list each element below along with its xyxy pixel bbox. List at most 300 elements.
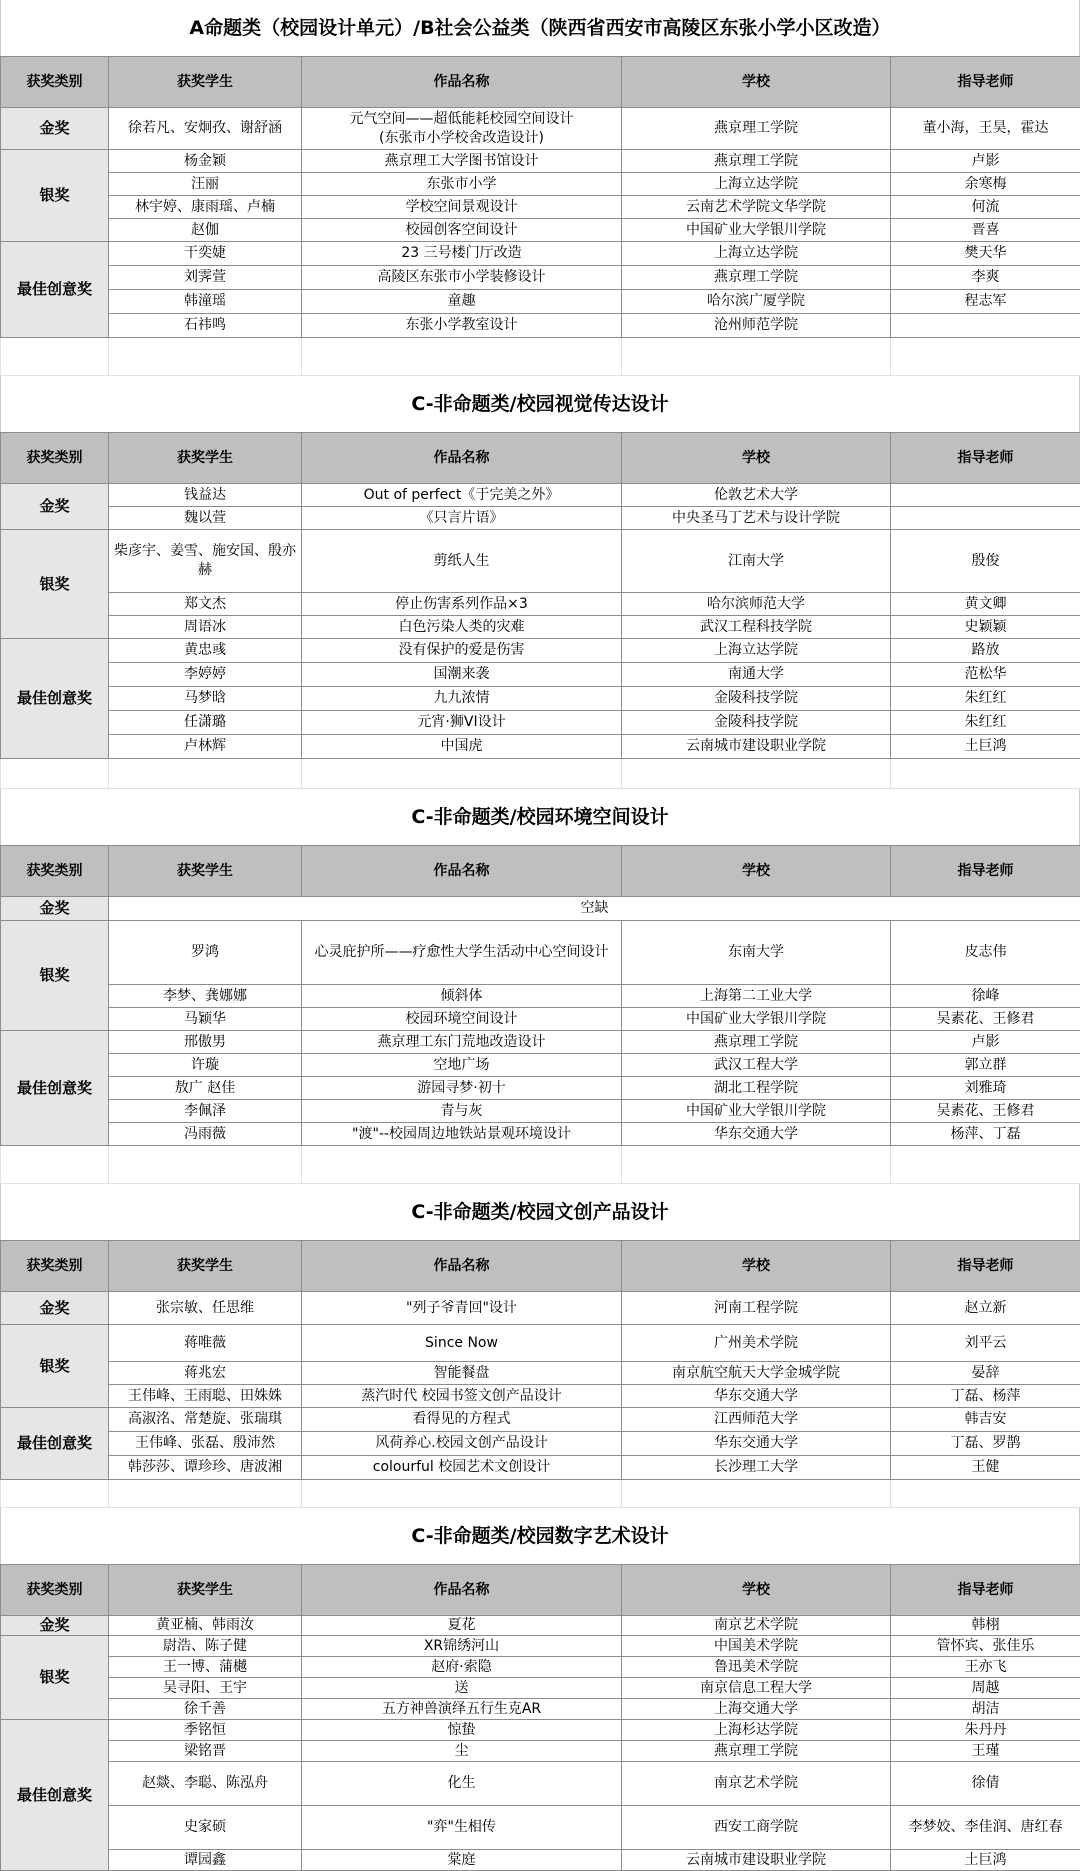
teacher-cell: 王亦飞 (891, 1657, 1080, 1678)
work-cell: 白色污染人类的灾难 (302, 616, 622, 639)
award-table (0, 1240, 1080, 1508)
section-title: C-非命题类/校园环境空间设计 (0, 789, 1080, 845)
students-cell: 冯雨薇 (109, 1123, 302, 1146)
school-cell: 燕京理工学院 (622, 1741, 891, 1762)
school-cell: 河南工程学院 (622, 1292, 891, 1325)
students-cell: 蒋兆宏 (109, 1362, 302, 1385)
school-cell: 华东交通大学 (622, 1123, 891, 1146)
table-row (1, 173, 1080, 196)
work-cell: colourful 校园艺术文创设计 (302, 1456, 622, 1480)
teacher-cell: 赵立新 (891, 1292, 1080, 1325)
students-cell: 史家硕 (109, 1806, 302, 1850)
table-row (1, 1123, 1080, 1146)
students-cell: 任潇璐 (109, 711, 302, 735)
teacher-cell: 卢影 (891, 150, 1080, 173)
table-row (1, 1806, 1080, 1850)
header-school: 学校 (622, 846, 891, 897)
teacher-cell: 刘平云 (891, 1325, 1080, 1362)
table-row (1, 1362, 1080, 1385)
blank-cell (1, 338, 109, 376)
table-row (1, 1699, 1080, 1720)
section-title: A命题类（校园设计单元）/B社会公益类（陕西省西安市高陵区东张小学小区改造） (0, 0, 1080, 56)
teacher-cell: 樊天华 (891, 242, 1080, 266)
work-cell: 棠庭 (302, 1850, 622, 1871)
table-row (1, 150, 1080, 173)
table-row (1, 1616, 1080, 1636)
students-cell: 李婷婷 (109, 663, 302, 687)
table-row (1, 1385, 1080, 1408)
award-category: 最佳创意奖 (1, 1408, 109, 1480)
teacher-cell: 土巨鸿 (891, 735, 1080, 759)
teacher-cell: 李梦姣、李佳润、唐红春 (891, 1806, 1080, 1850)
award-table (0, 845, 1080, 1184)
work-cell: 尘 (302, 1741, 622, 1762)
school-cell: 哈尔滨广厦学院 (622, 290, 891, 314)
students-cell: 郑文杰 (109, 593, 302, 616)
work-cell: 学校空间景观设计 (302, 196, 622, 219)
table-row (1, 1292, 1080, 1325)
school-cell: 南京艺术学院 (622, 1762, 891, 1806)
school-cell: 南京艺术学院 (622, 1616, 891, 1636)
header-teacher: 指导老师 (891, 57, 1080, 108)
header-school: 学校 (622, 1565, 891, 1616)
school-cell: 东南大学 (622, 921, 891, 985)
students-cell: 徐千善 (109, 1699, 302, 1720)
school-cell: 长沙理工大学 (622, 1456, 891, 1480)
teacher-cell: 程志军 (891, 290, 1080, 314)
school-cell: 上海杉达学院 (622, 1720, 891, 1741)
header-work: 作品名称 (302, 433, 622, 484)
students-cell: 卢林辉 (109, 735, 302, 759)
header-school: 学校 (622, 57, 891, 108)
students-cell: 徐若凡、安炯孜、谢舒涵 (109, 108, 302, 150)
header-teacher: 指导老师 (891, 1565, 1080, 1616)
award-table (0, 432, 1080, 789)
school-cell: 上海交通大学 (622, 1699, 891, 1720)
blank-cell (622, 759, 891, 789)
students-cell: 王一博、蒲樾 (109, 1657, 302, 1678)
students-cell: 赵燚、李聪、陈泓舟 (109, 1762, 302, 1806)
blank-cell (109, 1480, 302, 1508)
students-cell: 邢傲男 (109, 1031, 302, 1054)
header-row (1, 433, 1080, 484)
work-cell: 送 (302, 1678, 622, 1699)
table-row (1, 593, 1080, 616)
work-cell: 童趣 (302, 290, 622, 314)
header-work: 作品名称 (302, 1565, 622, 1616)
teacher-cell: 刘雅琦 (891, 1077, 1080, 1100)
table-row (1, 290, 1080, 314)
school-cell: 上海第二工业大学 (622, 985, 891, 1008)
students-cell: 林宇婷、康雨瑶、卢楠 (109, 196, 302, 219)
students-cell: 王伟峰、张磊、殷沛然 (109, 1432, 302, 1456)
teacher-cell: 余寒梅 (891, 173, 1080, 196)
work-cell: 没有保护的爱是伤害 (302, 639, 622, 663)
blank-cell (302, 1146, 622, 1184)
work-cell: 国潮来袭 (302, 663, 622, 687)
students-cell: 许璇 (109, 1054, 302, 1077)
table-row (1, 1325, 1080, 1362)
header-teacher: 指导老师 (891, 846, 1080, 897)
students-cell: 周语冰 (109, 616, 302, 639)
students-cell: 敖广 赵佳 (109, 1077, 302, 1100)
school-cell: 华东交通大学 (622, 1432, 891, 1456)
table-row (1, 1077, 1080, 1100)
header-row (1, 1565, 1080, 1616)
work-cell: 五方神兽演绎五行生克AR (302, 1699, 622, 1720)
school-cell: 燕京理工学院 (622, 1031, 891, 1054)
students-cell: 赵伽 (109, 219, 302, 242)
header-school: 学校 (622, 1241, 891, 1292)
school-cell: 云南艺术学院文华学院 (622, 196, 891, 219)
header-students: 获奖学生 (109, 846, 302, 897)
teacher-cell (891, 484, 1080, 507)
header-category: 获奖类别 (1, 1565, 109, 1616)
table-row (1, 1456, 1080, 1480)
school-cell: 沧州师范学院 (622, 314, 891, 338)
work-cell: "列子爷青回"设计 (302, 1292, 622, 1325)
header-work: 作品名称 (302, 57, 622, 108)
teacher-cell: 朱红红 (891, 711, 1080, 735)
students-cell: 杨金颖 (109, 150, 302, 173)
award-category: 金奖 (1, 1292, 109, 1325)
blank-cell (1, 1480, 109, 1508)
table-row (1, 530, 1080, 593)
teacher-cell: 董小海，王昊，霍达 (891, 108, 1080, 150)
work-cell: 停止伤害系列作品×3 (302, 593, 622, 616)
teacher-cell: 吴素花、王修君 (891, 1008, 1080, 1031)
students-cell: 马梦晗 (109, 687, 302, 711)
blank-cell (1, 759, 109, 789)
school-cell: 武汉工程大学 (622, 1054, 891, 1077)
teacher-cell: 晋喜 (891, 219, 1080, 242)
teacher-cell (891, 507, 1080, 530)
work-cell: 燕京理工大学图书馆设计 (302, 150, 622, 173)
award-category: 银奖 (1, 921, 109, 1031)
teacher-cell: 韩栩 (891, 1616, 1080, 1636)
table-row (1, 639, 1080, 663)
header-row (1, 846, 1080, 897)
school-cell: 华东交通大学 (622, 1385, 891, 1408)
table-row (1, 108, 1080, 150)
table-row (1, 921, 1080, 985)
section-title: C-非命题类/校园视觉传达设计 (0, 376, 1080, 432)
award-category: 最佳创意奖 (1, 1031, 109, 1146)
award-category: 最佳创意奖 (1, 1720, 109, 1871)
table-row (1, 1008, 1080, 1031)
school-cell: 燕京理工学院 (622, 150, 891, 173)
table-row (1, 711, 1080, 735)
blank-cell (1, 1146, 109, 1184)
teacher-cell: 杨萍、丁磊 (891, 1123, 1080, 1146)
work-cell: 空地广场 (302, 1054, 622, 1077)
teacher-cell: 李爽 (891, 266, 1080, 290)
students-cell: 李梦、龚娜娜 (109, 985, 302, 1008)
teacher-cell: 殷俊 (891, 530, 1080, 593)
header-work: 作品名称 (302, 846, 622, 897)
work-cell: "渡"--校园周边地铁站景观环境设计 (302, 1123, 622, 1146)
header-students: 获奖学生 (109, 1241, 302, 1292)
award-category: 最佳创意奖 (1, 639, 109, 759)
header-school: 学校 (622, 433, 891, 484)
students-cell: 谭园鑫 (109, 1850, 302, 1871)
work-cell: 元气空间——超低能耗校园空间设计 (东张市小学校舍改造设计) (302, 108, 622, 150)
award-category: 金奖 (1, 897, 109, 921)
blank-row (1, 338, 1080, 376)
school-cell: 南通大学 (622, 663, 891, 687)
award-category: 金奖 (1, 1616, 109, 1636)
teacher-cell: 何流 (891, 196, 1080, 219)
teacher-cell: 范松华 (891, 663, 1080, 687)
table-row (1, 616, 1080, 639)
table-row (1, 1031, 1080, 1054)
table-row (1, 1762, 1080, 1806)
award-table (0, 56, 1080, 376)
blank-cell (302, 759, 622, 789)
table-row (1, 735, 1080, 759)
teacher-cell: 胡洁 (891, 1699, 1080, 1720)
header-row (1, 57, 1080, 108)
school-cell: 中国矿业大学银川学院 (622, 219, 891, 242)
blank-cell (891, 1146, 1080, 1184)
teacher-cell: 王健 (891, 1456, 1080, 1480)
students-cell: 马颖华 (109, 1008, 302, 1031)
section-title: C-非命题类/校园数字艺术设计 (0, 1508, 1080, 1564)
students-cell: 韩潼瑶 (109, 290, 302, 314)
school-cell: 中国美术学院 (622, 1636, 891, 1657)
work-cell: 燕京理工东门荒地改造设计 (302, 1031, 622, 1054)
work-cell: 化生 (302, 1762, 622, 1806)
work-cell: 心灵庇护所——疗愈性大学生活动中心空间设计 (302, 921, 622, 985)
students-cell: 梁铭晋 (109, 1741, 302, 1762)
work-cell: 东张小学教室设计 (302, 314, 622, 338)
students-cell: 魏以萱 (109, 507, 302, 530)
blank-row (1, 1146, 1080, 1184)
table-row (1, 242, 1080, 266)
students-cell: 吴寻阳、王宇 (109, 1678, 302, 1699)
students-cell: 张宗敏、任思维 (109, 1292, 302, 1325)
table-row (1, 1720, 1080, 1741)
table-row (1, 1408, 1080, 1432)
students-cell: 石祎鸣 (109, 314, 302, 338)
table-row (1, 484, 1080, 507)
blank-cell (622, 1480, 891, 1508)
blank-cell (302, 1480, 622, 1508)
school-cell: 哈尔滨师范大学 (622, 593, 891, 616)
table-row (1, 1432, 1080, 1456)
school-cell: 燕京理工学院 (622, 108, 891, 150)
table-row (1, 687, 1080, 711)
blank-row (1, 1480, 1080, 1508)
school-cell: 伦敦艺术大学 (622, 484, 891, 507)
students-cell: 罗鸿 (109, 921, 302, 985)
table-row (1, 1636, 1080, 1657)
students-cell: 季铭恒 (109, 1720, 302, 1741)
table-row (1, 663, 1080, 687)
students-cell: 韩莎莎、谭珍珍、唐波湘 (109, 1456, 302, 1480)
work-cell: 夏花 (302, 1616, 622, 1636)
students-cell: 黄亚楠、韩雨汝 (109, 1616, 302, 1636)
work-cell: 东张市小学 (302, 173, 622, 196)
award-category: 金奖 (1, 108, 109, 150)
award-category: 银奖 (1, 150, 109, 242)
header-students: 获奖学生 (109, 433, 302, 484)
table-row (1, 1741, 1080, 1762)
header-teacher: 指导老师 (891, 1241, 1080, 1292)
teacher-cell: 徐峰 (891, 985, 1080, 1008)
school-cell: 上海立达学院 (622, 639, 891, 663)
work-cell: XR锦绣河山 (302, 1636, 622, 1657)
school-cell: 上海立达学院 (622, 173, 891, 196)
header-row (1, 1241, 1080, 1292)
students-cell: 刘霁萱 (109, 266, 302, 290)
school-cell: 江南大学 (622, 530, 891, 593)
blank-cell (109, 338, 302, 376)
section-title: C-非命题类/校园文创产品设计 (0, 1184, 1080, 1240)
students-cell: 干奕婕 (109, 242, 302, 266)
table-row (1, 897, 1080, 921)
teacher-cell: 郭立群 (891, 1054, 1080, 1077)
school-cell: 鲁迅美术学院 (622, 1657, 891, 1678)
students-cell: 蒋唯薇 (109, 1325, 302, 1362)
teacher-cell: 晏辞 (891, 1362, 1080, 1385)
table-row (1, 1657, 1080, 1678)
students-cell: 钱益达 (109, 484, 302, 507)
header-category: 获奖类别 (1, 1241, 109, 1292)
work-cell: 看得见的方程式 (302, 1408, 622, 1432)
school-cell: 广州美术学院 (622, 1325, 891, 1362)
work-cell: Out of perfect《于完美之外》 (302, 484, 622, 507)
header-students: 获奖学生 (109, 57, 302, 108)
header-teacher: 指导老师 (891, 433, 1080, 484)
work-cell: 青与灰 (302, 1100, 622, 1123)
students-cell: 汪丽 (109, 173, 302, 196)
school-cell: 南京航空航天大学金城学院 (622, 1362, 891, 1385)
school-cell: 燕京理工学院 (622, 266, 891, 290)
award-category: 银奖 (1, 1325, 109, 1408)
teacher-cell: 路放 (891, 639, 1080, 663)
blank-cell (109, 1146, 302, 1184)
teacher-cell: 黄文卿 (891, 593, 1080, 616)
school-cell: 中国矿业大学银川学院 (622, 1008, 891, 1031)
award-category: 最佳创意奖 (1, 242, 109, 338)
blank-cell (891, 759, 1080, 789)
teacher-cell: 土巨鸿 (891, 1850, 1080, 1871)
school-cell: 云南城市建设职业学院 (622, 735, 891, 759)
blank-cell (109, 759, 302, 789)
students-cell: 王伟峰、王雨聪、田姝姝 (109, 1385, 302, 1408)
table-row (1, 266, 1080, 290)
teacher-cell: 丁磊、罗鹊 (891, 1432, 1080, 1456)
work-cell: 元宵·狮VI设计 (302, 711, 622, 735)
award-category: 银奖 (1, 530, 109, 639)
blank-cell (622, 1146, 891, 1184)
award-category: 金奖 (1, 484, 109, 530)
work-cell: 赵府·索隐 (302, 1657, 622, 1678)
work-cell: 校园创客空间设计 (302, 219, 622, 242)
school-cell: 金陵科技学院 (622, 687, 891, 711)
teacher-cell: 周越 (891, 1678, 1080, 1699)
work-cell: 《只言片语》 (302, 507, 622, 530)
work-cell: 23 三号楼门厅改造 (302, 242, 622, 266)
work-cell: 高陵区东张市小学装修设计 (302, 266, 622, 290)
header-category: 获奖类别 (1, 57, 109, 108)
blank-row (1, 759, 1080, 789)
table-row (1, 985, 1080, 1008)
header-students: 获奖学生 (109, 1565, 302, 1616)
students-cell: 黄忠彧 (109, 639, 302, 663)
blank-cell (622, 338, 891, 376)
work-cell: 校园环境空间设计 (302, 1008, 622, 1031)
teacher-cell: 皮志伟 (891, 921, 1080, 985)
teacher-cell: 韩吉安 (891, 1408, 1080, 1432)
school-cell: 上海立达学院 (622, 242, 891, 266)
work-cell: 智能餐盘 (302, 1362, 622, 1385)
school-cell: 云南城市建设职业学院 (622, 1850, 891, 1871)
teacher-cell (891, 314, 1080, 338)
work-cell: 中国虎 (302, 735, 622, 759)
table-row (1, 1054, 1080, 1077)
work-cell: 游园寻梦·初十 (302, 1077, 622, 1100)
table-row (1, 1100, 1080, 1123)
header-category: 获奖类别 (1, 433, 109, 484)
school-cell: 金陵科技学院 (622, 711, 891, 735)
school-cell: 武汉工程科技学院 (622, 616, 891, 639)
work-cell: 倾斜体 (302, 985, 622, 1008)
header-work: 作品名称 (302, 1241, 622, 1292)
students-cell: 李佩泽 (109, 1100, 302, 1123)
table-row (1, 196, 1080, 219)
teacher-cell: 管怀宾、张佳乐 (891, 1636, 1080, 1657)
teacher-cell: 王瑾 (891, 1741, 1080, 1762)
award-category: 银奖 (1, 1636, 109, 1720)
teacher-cell: 朱红红 (891, 687, 1080, 711)
work-cell: 惊蛰 (302, 1720, 622, 1741)
school-cell: 中央圣马丁艺术与设计学院 (622, 507, 891, 530)
vacant-cell: 空缺 (109, 897, 1080, 921)
header-category: 获奖类别 (1, 846, 109, 897)
table-row (1, 1850, 1080, 1871)
blank-cell (891, 1480, 1080, 1508)
table-row (1, 1678, 1080, 1699)
work-cell: 剪纸人生 (302, 530, 622, 593)
blank-cell (302, 338, 622, 376)
school-cell: 湖北工程学院 (622, 1077, 891, 1100)
work-cell: 九九浓情 (302, 687, 622, 711)
table-row (1, 219, 1080, 242)
teacher-cell: 徐倩 (891, 1762, 1080, 1806)
students-cell: 尉浩、陈子健 (109, 1636, 302, 1657)
work-cell: 风荷养心.校园文创产品设计 (302, 1432, 622, 1456)
teacher-cell: 丁磊、杨萍 (891, 1385, 1080, 1408)
blank-cell (891, 338, 1080, 376)
teacher-cell: 朱丹丹 (891, 1720, 1080, 1741)
school-cell: 南京信息工程大学 (622, 1678, 891, 1699)
work-cell: 蒸汽时代 校园书签文创产品设计 (302, 1385, 622, 1408)
table-row (1, 507, 1080, 530)
school-cell: 西安工商学院 (622, 1806, 891, 1850)
teacher-cell: 卢影 (891, 1031, 1080, 1054)
award-table (0, 1564, 1080, 1871)
students-cell: 高淑洺、常楚旋、张瑞琪 (109, 1408, 302, 1432)
work-cell: Since Now (302, 1325, 622, 1362)
school-cell: 中国矿业大学银川学院 (622, 1100, 891, 1123)
work-cell: "弈"生相传 (302, 1806, 622, 1850)
students-cell: 柴彦宇、姜雪、施安国、殷亦赫 (109, 530, 302, 593)
teacher-cell: 史颖颖 (891, 616, 1080, 639)
teacher-cell: 吴素花、王修君 (891, 1100, 1080, 1123)
table-row (1, 314, 1080, 338)
